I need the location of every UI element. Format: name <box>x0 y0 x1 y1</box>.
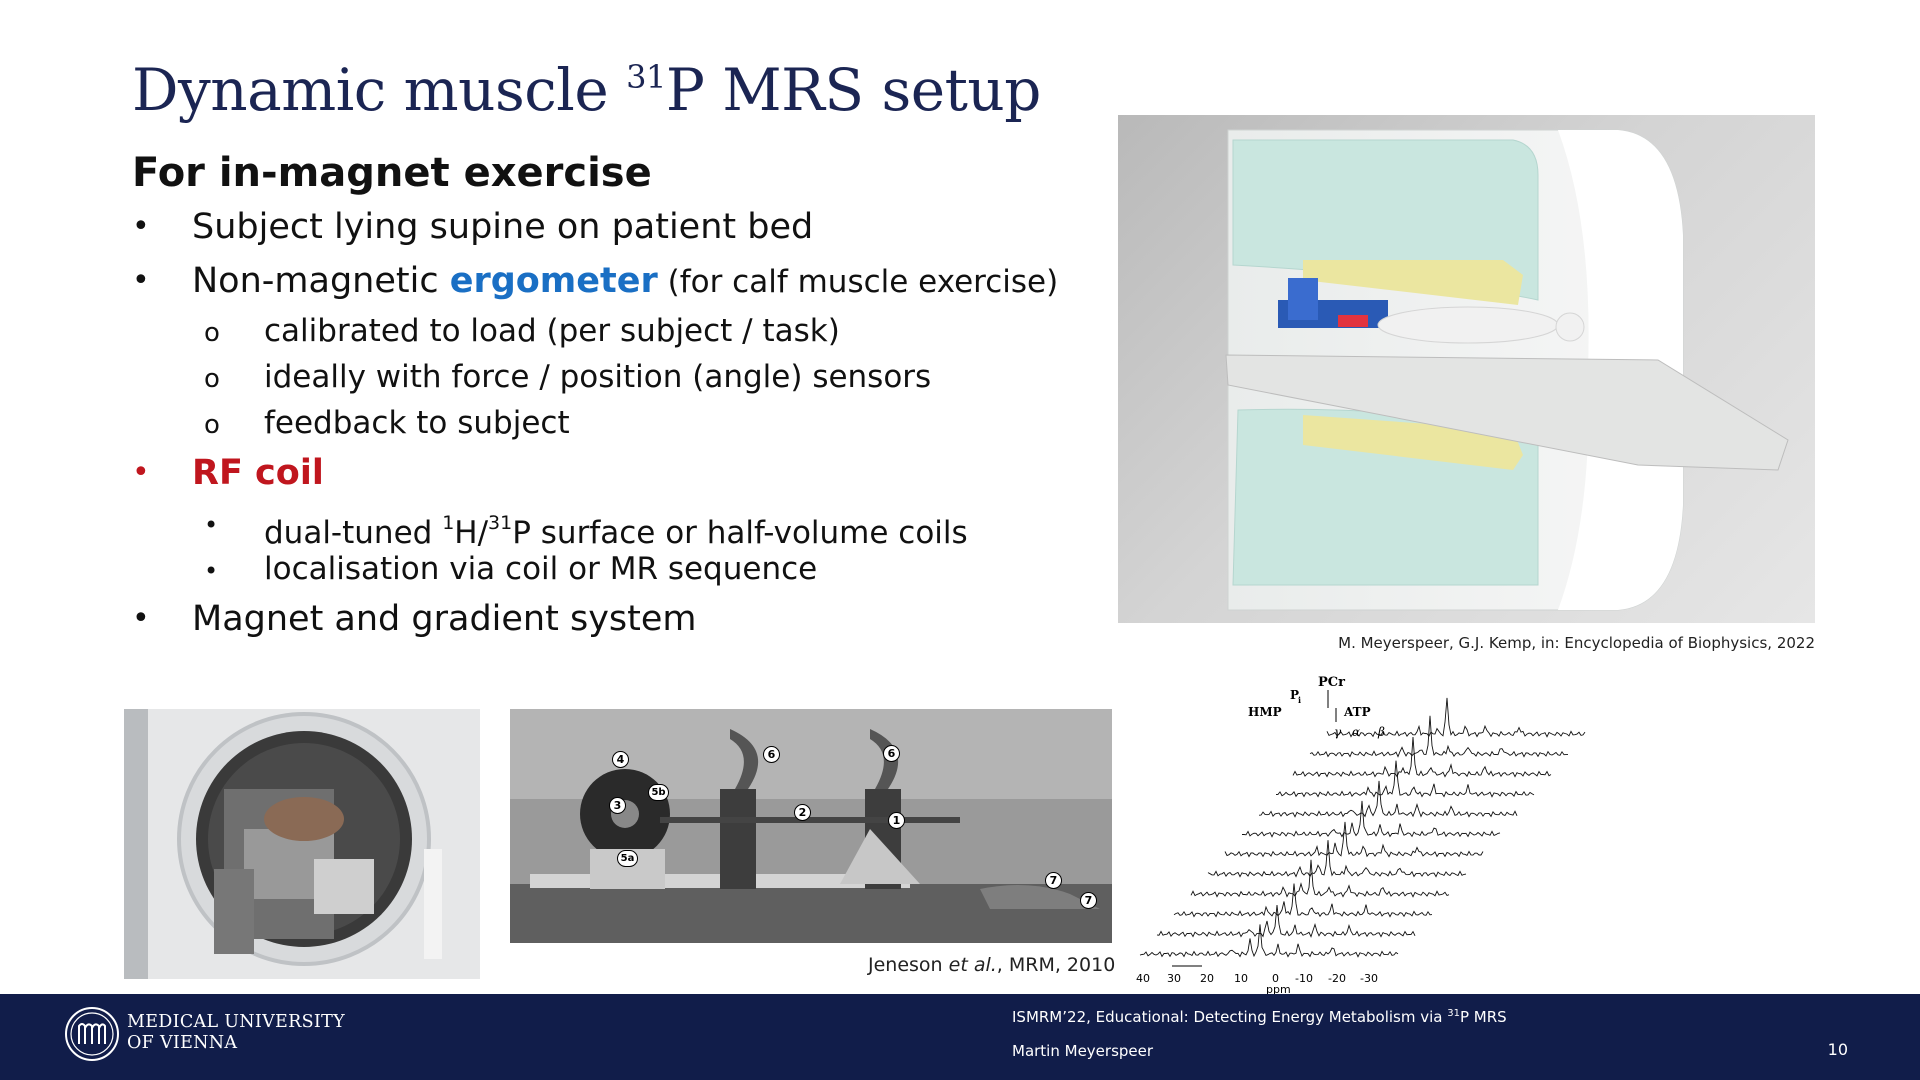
spectrum-trace <box>1242 801 1500 837</box>
axis-tick: -20 <box>1328 972 1346 985</box>
axis-tick: 10 <box>1234 972 1248 985</box>
bullet-magnet: • Magnet and gradient system <box>132 592 1082 646</box>
axis-tick: -30 <box>1360 972 1378 985</box>
ergometer-highlight: ergometer <box>449 261 658 301</box>
bullet-list <box>132 200 1082 646</box>
slide-title: Dynamic muscle $^{31}$P MRS setup <box>132 56 1041 124</box>
circle-marker: o <box>204 364 220 394</box>
bullet-subject: • Subject lying supine on patient bed <box>132 200 1082 254</box>
peak-label-atp: ATP <box>1344 705 1371 719</box>
sub-bullet-feedback: o feedback to subject <box>132 400 1082 446</box>
circle-marker: o <box>204 410 220 440</box>
circle-marker: o <box>204 318 220 348</box>
sub-bullet-dual-tuned: • dual-tuned $^1$H/$^{31}$P surface or half-volume coils <box>132 500 1082 546</box>
page-number: 10 <box>1827 1040 1848 1059</box>
university-name: MEDICAL UNIVERSITY OF VIENNA <box>127 1012 345 1053</box>
spectra-plot <box>1130 664 1670 994</box>
university-logo-icon <box>64 1006 120 1062</box>
axis-tick: 0 <box>1272 972 1279 985</box>
scanner-bore-photo <box>124 709 480 979</box>
bullet-marker: • <box>132 263 150 298</box>
peak-label-beta: β <box>1378 725 1385 739</box>
peak-label-alpha: α <box>1352 725 1361 739</box>
bullet-ergometer: • Non-magnetic ergometer (for calf muscle exercise) <box>132 254 1082 308</box>
spectrum-trace <box>1259 781 1517 817</box>
bullet-rf-coil: • RF coil <box>132 446 1082 500</box>
peak-label-pi: P <box>1290 688 1300 702</box>
axis-tick: 30 <box>1167 972 1181 985</box>
spectrum-trace <box>1310 716 1568 757</box>
bullet-marker: • <box>132 209 150 244</box>
peak-label-gamma: γ <box>1334 725 1342 739</box>
ergometer-label: 3 <box>609 797 626 814</box>
ergometer-label: 7 <box>1045 872 1062 889</box>
axis-label: ppm <box>1266 983 1291 994</box>
peak-label-pi-sub: i <box>1298 695 1302 705</box>
bullet-marker: • <box>204 511 219 539</box>
axis-tick: 20 <box>1200 972 1214 985</box>
ergometer-label: 6 <box>763 746 780 763</box>
bullet-marker: • <box>204 557 219 585</box>
ergometer-photo <box>510 709 1112 943</box>
spectrum-trace <box>1208 840 1466 877</box>
spectrum-trace <box>1225 822 1483 857</box>
axis-tick: 40 <box>1136 972 1150 985</box>
ergometer-label: 4 <box>612 751 629 768</box>
event-title: ISMRM’22, Educational: Detecting Energy Metabolism via $^{31}$P MRS <box>1012 1008 1507 1026</box>
spectrum-trace <box>1293 737 1551 777</box>
ergometer-label: 1 <box>888 812 905 829</box>
axis-tick: -10 <box>1295 972 1313 985</box>
ergometer-label: 5a <box>617 850 638 867</box>
bullet-marker: • <box>132 455 150 490</box>
sub-bullet-sensors: o ideally with force / position (angle) sensors <box>132 354 1082 400</box>
ergometer-label: 6 <box>883 745 900 762</box>
spectrum-trace <box>1157 905 1415 937</box>
scanner-illustration <box>1118 115 1815 623</box>
ergometer-caption: Jeneson et al., MRM, 2010 <box>868 954 1116 976</box>
section-subtitle: For in-magnet exercise <box>132 150 652 196</box>
ergometer-label: 7 <box>1080 892 1097 909</box>
peak-label-pcr: PCr <box>1318 675 1345 690</box>
scanner-caption: M. Meyerspeer, G.J. Kemp, in: Encyclopedia of Biophysics, 2022 <box>1338 634 1815 652</box>
spectrum-trace <box>1191 860 1449 897</box>
peak-label-hmp: HMP <box>1248 705 1282 719</box>
bullet-marker: • <box>132 601 150 636</box>
spectrum-trace <box>1276 761 1534 797</box>
ergometer-label: 2 <box>794 804 811 821</box>
sub-bullet-calibrated: o calibrated to load (per subject / task) <box>132 308 1082 354</box>
author-name: Martin Meyerspeer <box>1012 1042 1154 1060</box>
sub-bullet-localisation: • localisation via coil or MR sequence <box>132 546 1082 592</box>
ergometer-label: 5b <box>648 784 669 801</box>
spectrum-trace <box>1174 884 1432 917</box>
stacked-spectra-figure <box>1130 664 1670 994</box>
footer-bar <box>0 994 1920 1080</box>
